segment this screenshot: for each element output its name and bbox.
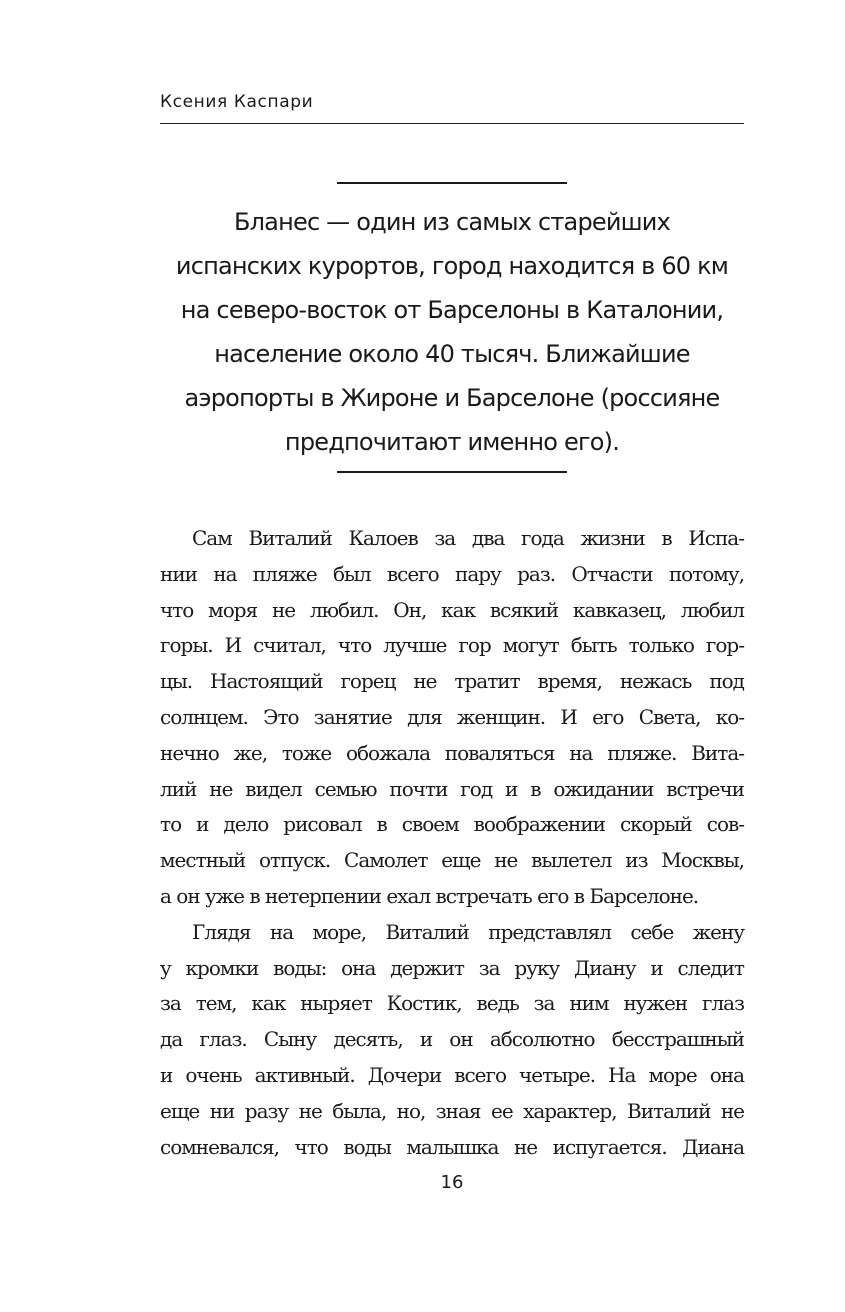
- callout-line: испанских курортов, город находится в 60 км: [175, 252, 729, 280]
- body-line: Глядя на море, Виталий представлял себе жену: [192, 919, 744, 944]
- callout-line: население около 40 тысяч. Ближайшие: [214, 340, 690, 368]
- body-line: что моря не любил. Он, как всякий кавказец, любил: [160, 597, 744, 622]
- body-line: и очень активный. Дочери всего четыре. На море она: [160, 1062, 744, 1087]
- callout-line: предпочитают именно его).: [284, 428, 620, 456]
- body-line: лий не видел семью почти год и в ожидании встречи: [160, 776, 744, 801]
- callout-top-rule: [337, 182, 567, 184]
- body-line: за тем, как ныряет Костик, ведь за ним нужен глаз: [160, 991, 744, 1016]
- callout-line: на северо-восток от Барселоны в Каталонии,: [180, 296, 724, 324]
- body-line: у кромки воды: она держит за руку Диану и следит: [160, 955, 744, 980]
- body-line: нии на пляже был всего пару раз. Отчасти потому,: [160, 561, 744, 586]
- body-line: а он уже в нетерпении ехал встречать его в Барселоне.: [160, 883, 699, 908]
- callout-box: [160, 200, 744, 464]
- page-number: 16: [440, 1172, 464, 1193]
- body-line: нечно же, тоже обожала поваляться на пляже. Вита-: [160, 740, 744, 765]
- body-line: сомневался, что воды малышка не испугается. Диана: [160, 1134, 744, 1159]
- running-header-author: Ксения Каспари: [160, 92, 314, 112]
- header-rule: [160, 123, 744, 124]
- callout-line: Бланес — один из самых старейших: [233, 208, 671, 236]
- body-text: [160, 521, 744, 1165]
- body-line: Сам Виталий Калоев за два года жизни в Испа-: [192, 526, 744, 550]
- body-line: горы. И считал, что лучше гор могут быть только гор-: [160, 633, 744, 658]
- callout-bottom-rule: [337, 471, 567, 473]
- body-line: солнцем. Это занятие для женщин. И его Света, ко-: [160, 704, 744, 729]
- callout-line: аэропорты в Жироне и Барселоне (россияне: [184, 384, 720, 412]
- body-line: да глаз. Сыну десять, и он абсолютно бесстрашный: [160, 1027, 744, 1052]
- body-line: еще ни разу не была, но, зная ее характер, Виталий не: [160, 1098, 744, 1123]
- body-line: цы. Настоящий горец не тратит время, нежась под: [160, 669, 744, 694]
- body-line: местный отпуск. Самолет еще не вылетел из Москвы,: [160, 848, 744, 873]
- body-line: то и дело рисовал в своем воображении скорый сов-: [160, 812, 744, 837]
